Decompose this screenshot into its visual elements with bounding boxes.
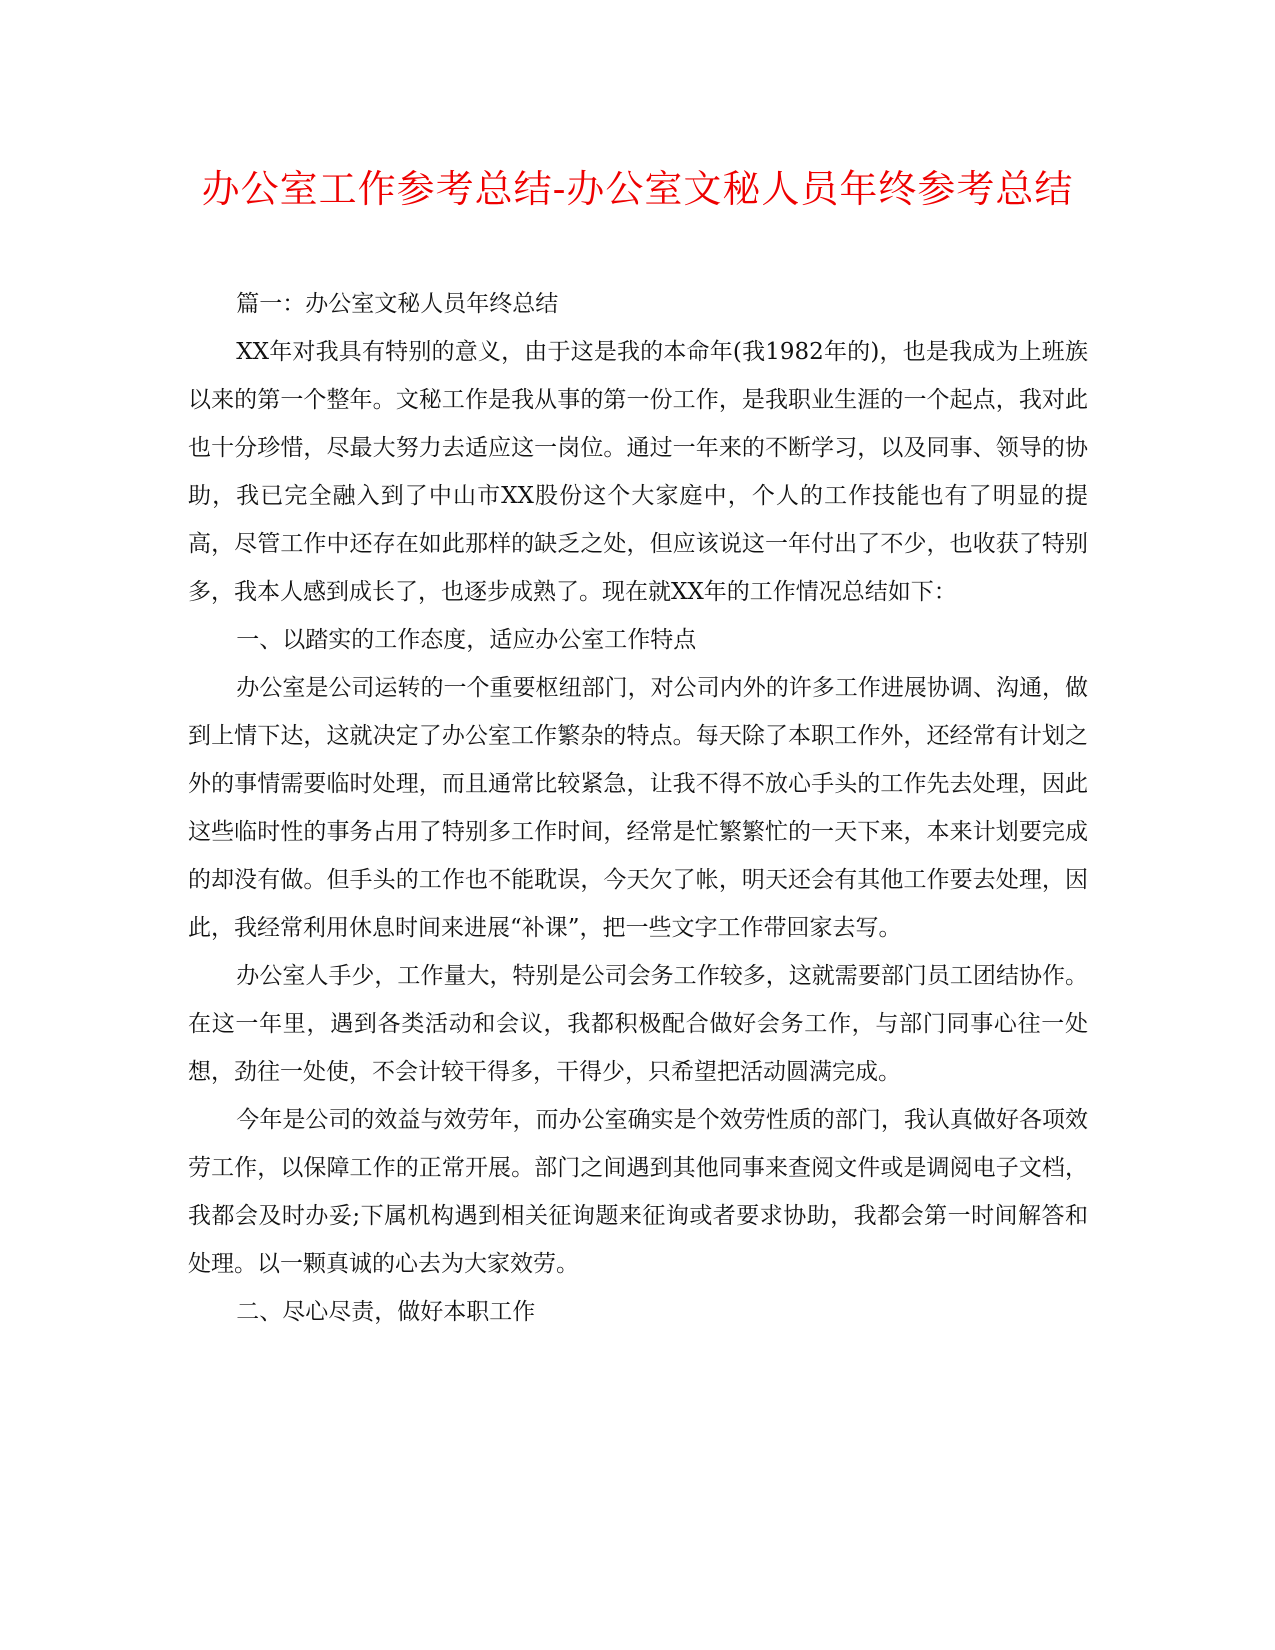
section-heading: 一、以踏实的工作态度，适应办公室工作特点: [236, 627, 697, 653]
document-body: [188, 280, 1088, 1336]
section-heading: 二、尽心尽责，做好本职工作: [236, 1299, 536, 1325]
body-paragraph: 办公室人手少，工作量大，特别是公司会务工作较多，这就需要部门员工团结协作。在这一年里，遇到各类活动和会议，我都积极配合做好会务工作，与部门同事心往一处想，劲往一处使，不会计较干得多，干得少，只希望把活动圆满完成。: [188, 963, 1088, 1085]
section-heading: 篇一：办公室文秘人员年终总结: [236, 291, 559, 317]
document-title: 办公室工作参考总结-办公室文秘人员年终参考总结: [201, 167, 1074, 211]
body-paragraph: 今年是公司的效益与效劳年，而办公室确实是个效劳性质的部门，我认真做好各项效劳工作，以保障工作的正常开展。部门之间遇到其他同事来查阅文件或是调阅电子文档，我都会及时办妥;下属机构遇到相关征询题来征询或者要求协助，我都会第一时间解答和处理。以一颗真诚的心去为大家效劳。: [188, 1107, 1088, 1277]
body-paragraph: XX年对我具有特别的意义，由于这是我的本命年(我1982年的)，也是我成为上班族以来的第一个整年。文秘工作是我从事的第一份工作，是我职业生涯的一个起点，我对此也十分珍惜，尽最大努力去适应这一岗位。通过一年来的不断学习，以及同事、领导的协助，我已完全融入到了中山市XX股份这个大家庭中，个人的工作技能也有了明显的提高，尽管工作中还存在如此那样的缺乏之处，但应该说这一年付出了不少，也收获了特别多，我本人感到成长了，也逐步成熟了。现在就XX年的工作情况总结如下：: [188, 339, 1088, 605]
body-paragraph: 办公室是公司运转的一个重要枢纽部门，对公司内外的许多工作进展协调、沟通，做到上情下达，这就决定了办公室工作繁杂的特点。每天除了本职工作外，还经常有计划之外的事情需要临时处理，而且通常比较紧急，让我不得不放心手头的工作先去处理，因此这些临时性的事务占用了特别多工作时间，经常是忙繁繁忙的一天下来，本来计划要完成的却没有做。但手头的工作也不能耽误，今天欠了帐，明天还会有其他工作要去处理，因此，我经常利用休息时间来进展“补课”，把一些文字工作带回家去写。: [188, 675, 1088, 941]
